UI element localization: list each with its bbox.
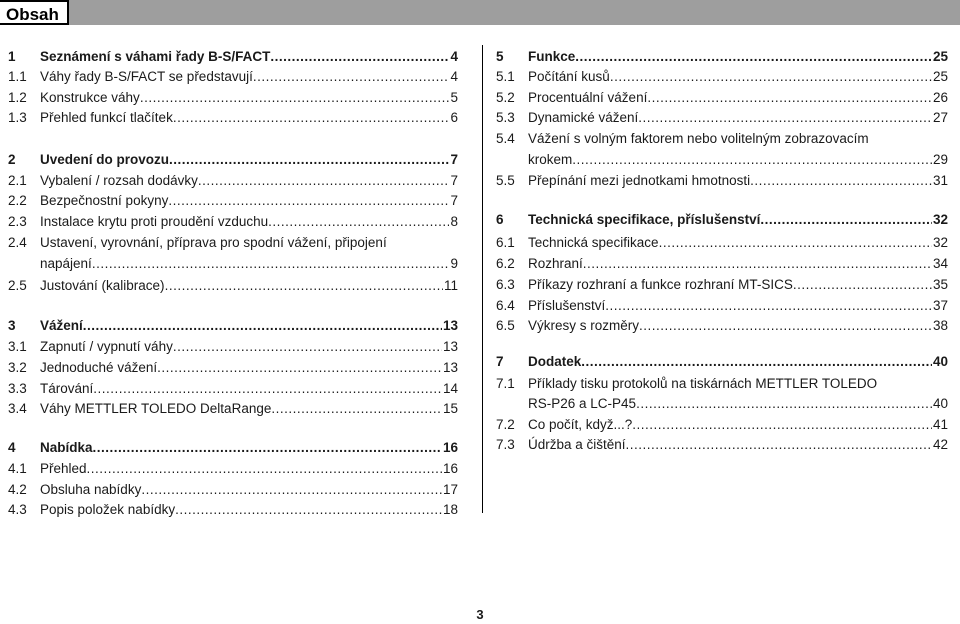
toc-entry-page: 31 bbox=[932, 173, 948, 188]
toc-entry[interactable] bbox=[8, 88, 458, 108]
toc-entry[interactable] bbox=[8, 191, 458, 211]
toc-leader-dots bbox=[169, 150, 449, 170]
toc-entry[interactable] bbox=[8, 233, 458, 253]
toc-leader-dots bbox=[253, 67, 450, 87]
toc-entry[interactable] bbox=[496, 435, 948, 455]
toc-entry-title: Uvedení do provozu bbox=[40, 152, 170, 167]
toc-entry-page: 42 bbox=[932, 437, 948, 452]
column-divider bbox=[482, 45, 483, 513]
toc-entry-number: 2.5 bbox=[8, 278, 27, 293]
toc-entry-title: Obsluha nabídky bbox=[40, 482, 142, 497]
toc-entry-title: Justování (kalibrace) bbox=[40, 278, 165, 293]
toc-entry-number: 6.5 bbox=[496, 318, 515, 333]
toc-entry-page: 26 bbox=[932, 90, 948, 105]
toc-entry-page: 6 bbox=[450, 110, 458, 125]
toc-entry-page: 8 bbox=[450, 214, 458, 229]
toc-entry-number: 4.3 bbox=[8, 502, 27, 517]
toc-entry-title: Rozhraní bbox=[528, 256, 583, 271]
toc-entry-number: 2.1 bbox=[8, 173, 27, 188]
toc-entry[interactable] bbox=[496, 150, 948, 170]
toc-entry-title: Výkresy s rozměry bbox=[528, 318, 640, 333]
toc-leader-dots bbox=[92, 254, 450, 274]
toc-entry[interactable] bbox=[496, 275, 948, 295]
toc-entry-page: 17 bbox=[442, 482, 458, 497]
toc-entry-number: 7.2 bbox=[496, 417, 515, 432]
toc-entry-page: 4 bbox=[450, 49, 458, 64]
toc-entry-title: krokem bbox=[528, 152, 573, 167]
toc-leader-dots bbox=[83, 316, 442, 336]
toc-entry-title: Technická specifikace bbox=[528, 235, 659, 250]
toc-entry-title: Nabídka bbox=[40, 440, 93, 455]
toc-chapter-entry[interactable] bbox=[496, 352, 948, 372]
toc-leader-dots bbox=[572, 150, 932, 170]
toc-entry-title: Technická specifikace, příslušenství bbox=[528, 212, 761, 227]
toc-entry-number: 5.5 bbox=[496, 173, 515, 188]
toc-entry-title: Dynamické vážení bbox=[528, 110, 639, 125]
toc-leader-dots bbox=[173, 108, 450, 128]
toc-entry-number: 5.2 bbox=[496, 90, 515, 105]
toc-entry-number: 5.4 bbox=[496, 131, 515, 146]
toc-entry-page: 29 bbox=[932, 152, 948, 167]
toc-entry-page: 18 bbox=[442, 502, 458, 517]
toc-entry[interactable] bbox=[8, 358, 458, 378]
toc-entry-page: 40 bbox=[932, 396, 948, 411]
toc-entry-number: 6.4 bbox=[496, 298, 515, 313]
toc-entry[interactable] bbox=[496, 374, 948, 394]
toc-entry-page: 14 bbox=[442, 381, 458, 396]
toc-entry-title: Bezpečnostní pokyny bbox=[40, 193, 169, 208]
toc-entry[interactable] bbox=[496, 254, 948, 274]
toc-entry-title: Popis položek nabídky bbox=[40, 502, 176, 517]
toc-entry-page: 32 bbox=[932, 235, 948, 250]
toc-entry-number: 4 bbox=[8, 440, 16, 455]
toc-leader-dots bbox=[605, 296, 932, 316]
toc-entry-page: 5 bbox=[450, 90, 458, 105]
toc-entry-page: 27 bbox=[932, 110, 948, 125]
toc-entry-title: Vážení s volným faktorem nebo volitelným zobrazovacím bbox=[528, 131, 869, 146]
toc-entry-title: Tárování bbox=[40, 381, 94, 396]
toc-entry-number: 5.3 bbox=[496, 110, 515, 125]
toc-entry-number: 3 bbox=[8, 318, 16, 333]
toc-leader-dots bbox=[173, 337, 442, 357]
toc-chapter-entry[interactable] bbox=[496, 210, 948, 230]
toc-entry-page: 32 bbox=[932, 212, 948, 227]
toc-leader-dots bbox=[583, 254, 932, 274]
toc-entry-title: Přepínání mezi jednotkami hmotnosti bbox=[528, 173, 751, 188]
toc-entry-number: 7.3 bbox=[496, 437, 515, 452]
toc-entry[interactable] bbox=[8, 212, 458, 232]
toc-entry[interactable] bbox=[496, 108, 948, 128]
toc-entry-title: Konstrukce váhy bbox=[40, 90, 140, 105]
toc-leader-dots bbox=[268, 212, 449, 232]
toc-entry-number: 1 bbox=[8, 49, 16, 64]
toc-entry-number: 3.2 bbox=[8, 360, 27, 375]
toc-entry-title: Příslušenství bbox=[528, 298, 606, 313]
toc-entry-title: Funkce bbox=[528, 49, 576, 64]
toc-leader-dots bbox=[793, 275, 932, 295]
toc-leader-dots bbox=[638, 108, 932, 128]
toc-entry-title: Přehled bbox=[40, 461, 87, 476]
toc-entry[interactable] bbox=[8, 459, 458, 479]
toc-entry-page: 40 bbox=[932, 354, 948, 369]
toc-entry-number: 3.3 bbox=[8, 381, 27, 396]
toc-entry-title: Zapnutí / vypnutí váhy bbox=[40, 339, 173, 354]
toc-entry-number: 3.1 bbox=[8, 339, 27, 354]
toc-entry-page: 15 bbox=[442, 401, 458, 416]
toc-entry-title: Seznámení s váhami řady B-S/FACT bbox=[40, 49, 271, 64]
toc-entry-page: 7 bbox=[450, 152, 458, 167]
page-number: 3 bbox=[476, 607, 484, 622]
toc-leader-dots bbox=[581, 352, 932, 372]
toc-entry[interactable] bbox=[8, 480, 458, 500]
toc-entry-number: 7.1 bbox=[496, 376, 515, 391]
toc-entry-number: 6 bbox=[496, 212, 504, 227]
toc-leader-dots bbox=[760, 210, 932, 230]
toc-entry[interactable] bbox=[8, 171, 458, 191]
toc-entry[interactable] bbox=[8, 337, 458, 357]
toc-chapter-entry[interactable] bbox=[8, 438, 458, 458]
toc-entry-title: Přehled funkcí tlačítek bbox=[40, 110, 173, 125]
page-title: Obsah bbox=[0, 0, 69, 25]
toc-entry-page: 41 bbox=[932, 417, 948, 432]
toc-entry-page: 35 bbox=[932, 277, 948, 292]
toc-chapter-entry[interactable] bbox=[8, 150, 458, 170]
toc-entry-number: 5 bbox=[496, 49, 504, 64]
toc-entry-title: Vážení bbox=[40, 318, 83, 333]
toc-entry-page: 13 bbox=[442, 339, 458, 354]
toc-entry[interactable] bbox=[8, 67, 458, 87]
toc-entry[interactable] bbox=[8, 500, 458, 520]
toc-entry-page: 16 bbox=[442, 461, 458, 476]
toc-leader-dots bbox=[659, 233, 932, 253]
toc-entry-title: Počítání kusů bbox=[528, 69, 610, 84]
toc-leader-dots bbox=[632, 415, 932, 435]
toc-entry-title: Dodatek bbox=[528, 354, 582, 369]
toc-leader-dots bbox=[175, 500, 442, 520]
toc-entry-number: 6.1 bbox=[496, 235, 515, 250]
toc-leader-dots bbox=[168, 191, 449, 211]
toc-entry-title: Instalace krytu proti proudění vzduchu bbox=[40, 214, 269, 229]
toc-entry-page: 38 bbox=[932, 318, 948, 333]
toc-entry[interactable] bbox=[496, 67, 948, 87]
toc-leader-dots bbox=[87, 459, 442, 479]
toc-entry[interactable] bbox=[496, 88, 948, 108]
toc-entry[interactable] bbox=[8, 108, 458, 128]
toc-entry[interactable] bbox=[8, 254, 458, 274]
toc-entry[interactable] bbox=[8, 379, 458, 399]
toc-chapter-entry[interactable] bbox=[8, 47, 458, 67]
toc-entry-page: 13 bbox=[442, 318, 458, 333]
toc-entry[interactable] bbox=[496, 316, 948, 336]
toc-leader-dots bbox=[626, 435, 932, 455]
toc-entry-page: 34 bbox=[932, 256, 948, 271]
toc-entry-title: Příkazy rozhraní a funkce rozhraní MT-SICS bbox=[528, 277, 793, 292]
toc-entry-number: 2 bbox=[8, 152, 16, 167]
toc-leader-dots bbox=[157, 358, 442, 378]
header-bar bbox=[0, 0, 960, 25]
toc-leader-dots bbox=[575, 47, 932, 67]
toc-leader-dots bbox=[93, 379, 442, 399]
toc-entry-number: 6.2 bbox=[496, 256, 515, 271]
toc-entry-title: Co počít, když...? bbox=[528, 417, 633, 432]
toc-entry-title: RS-P26 a LC-P45 bbox=[528, 396, 637, 411]
toc-entry-title: Vybalení / rozsah dodávky bbox=[40, 173, 198, 188]
toc-entry-title: Údržba a čištění bbox=[528, 437, 626, 452]
toc-entry-title: Ustavení, vyrovnání, příprava pro spodní vážení, připojení bbox=[40, 235, 387, 250]
toc-leader-dots bbox=[140, 88, 450, 108]
toc-entry-title: Jednoduché vážení bbox=[40, 360, 158, 375]
toc-entry[interactable] bbox=[496, 296, 948, 316]
toc-entry-title: Procentuální vážení bbox=[528, 90, 648, 105]
toc-entry-title: Váhy METTLER TOLEDO DeltaRange bbox=[40, 401, 272, 416]
toc-entry-number: 3.4 bbox=[8, 401, 27, 416]
toc-leader-dots bbox=[93, 438, 442, 458]
toc-entry-page: 9 bbox=[450, 256, 458, 271]
toc-entry[interactable] bbox=[8, 399, 458, 419]
toc-entry-title: Váhy řady B-S/FACT se představují bbox=[40, 69, 253, 84]
toc-leader-dots bbox=[165, 276, 443, 296]
toc-chapter-entry[interactable] bbox=[8, 316, 458, 336]
toc-entry[interactable] bbox=[496, 394, 948, 414]
toc-entry-number: 4.2 bbox=[8, 482, 27, 497]
toc-leader-dots bbox=[636, 394, 932, 414]
toc-leader-dots bbox=[647, 88, 932, 108]
toc-entry-number: 2.2 bbox=[8, 193, 27, 208]
toc-leader-dots bbox=[271, 399, 442, 419]
toc-entry-page: 7 bbox=[450, 173, 458, 188]
toc-entry-number: 7 bbox=[496, 354, 504, 369]
toc-entry-number: 2.4 bbox=[8, 235, 27, 250]
toc-entry[interactable] bbox=[496, 171, 948, 191]
toc-leader-dots bbox=[750, 171, 932, 191]
toc-entry[interactable] bbox=[496, 415, 948, 435]
toc-leader-dots bbox=[141, 480, 442, 500]
toc-entry-number: 1.1 bbox=[8, 69, 27, 84]
toc-entry-number: 2.3 bbox=[8, 214, 27, 229]
toc-leader-dots bbox=[610, 67, 932, 87]
toc-entry-number: 5.1 bbox=[496, 69, 515, 84]
toc-leader-dots bbox=[198, 171, 450, 191]
toc-chapter-entry[interactable] bbox=[496, 47, 948, 67]
toc-entry-page: 11 bbox=[443, 278, 458, 293]
toc-entry-number: 4.1 bbox=[8, 461, 27, 476]
toc-entry[interactable] bbox=[496, 129, 948, 149]
toc-entry-page: 13 bbox=[442, 360, 458, 375]
toc-leader-dots bbox=[639, 316, 932, 336]
toc-entry-page: 7 bbox=[450, 193, 458, 208]
toc-entry-number: 1.3 bbox=[8, 110, 27, 125]
toc-entry-page: 37 bbox=[932, 298, 948, 313]
toc-entry-number: 6.3 bbox=[496, 277, 515, 292]
toc-entry-page: 25 bbox=[932, 49, 948, 64]
toc-entry-number: 1.2 bbox=[8, 90, 27, 105]
toc-entry-title: napájení bbox=[40, 256, 92, 271]
toc-entry-page: 25 bbox=[932, 69, 948, 84]
toc-leader-dots bbox=[270, 47, 449, 67]
toc-entry-page: 16 bbox=[442, 440, 458, 455]
toc-entry-page: 4 bbox=[450, 69, 458, 84]
toc-entry[interactable] bbox=[496, 233, 948, 253]
toc-entry[interactable] bbox=[8, 276, 458, 296]
toc-entry-title: Příklady tisku protokolů na tiskárnách METTLER TOLEDO bbox=[528, 376, 878, 391]
